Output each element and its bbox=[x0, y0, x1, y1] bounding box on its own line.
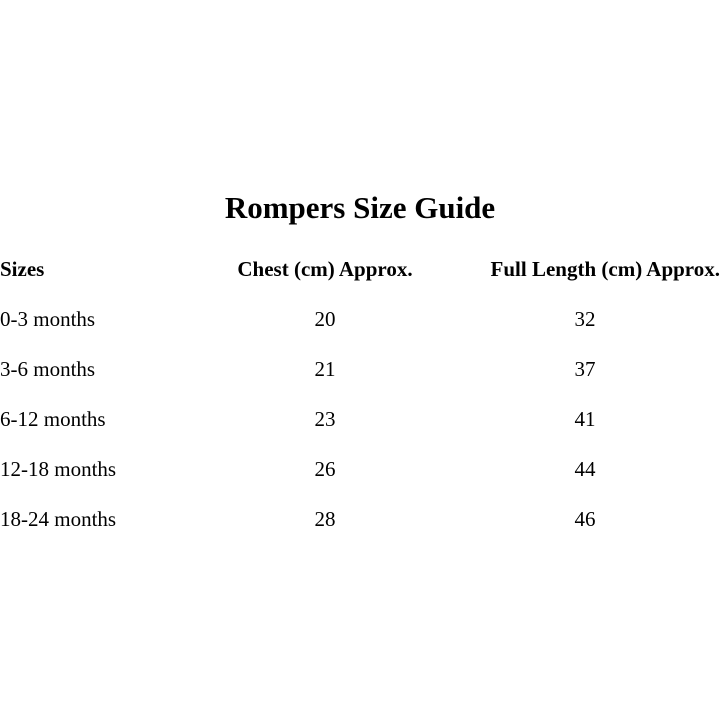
chest-cell: 21 bbox=[314, 357, 336, 381]
size-guide-table bbox=[0, 250, 720, 550]
chest-cell: 20 bbox=[314, 307, 336, 331]
chest-cell: 23 bbox=[314, 407, 336, 431]
table-row bbox=[0, 300, 720, 350]
size-cell: 18-24 months bbox=[0, 507, 117, 531]
table-header-row bbox=[0, 250, 720, 300]
table-row bbox=[0, 400, 720, 450]
size-cell: 0-3 months bbox=[0, 307, 96, 331]
table-row bbox=[0, 350, 720, 400]
size-cell: 6-12 months bbox=[0, 407, 106, 431]
length-cell: 41 bbox=[574, 407, 596, 431]
length-cell: 37 bbox=[574, 357, 596, 381]
length-cell: 46 bbox=[574, 507, 596, 531]
length-cell: 44 bbox=[574, 457, 596, 481]
table-row bbox=[0, 500, 720, 550]
page-title: Rompers Size Guide bbox=[224, 190, 496, 225]
header-sizes: Sizes bbox=[0, 257, 45, 281]
size-cell: 3-6 months bbox=[0, 357, 96, 381]
length-cell: 32 bbox=[574, 307, 596, 331]
chest-cell: 28 bbox=[314, 507, 336, 531]
size-cell: 12-18 months bbox=[0, 457, 117, 481]
table-row bbox=[0, 450, 720, 500]
chest-cell: 26 bbox=[314, 457, 336, 481]
header-full-length: Full Length (cm) Approx. bbox=[490, 257, 720, 281]
header-chest: Chest (cm) Approx. bbox=[237, 257, 413, 281]
